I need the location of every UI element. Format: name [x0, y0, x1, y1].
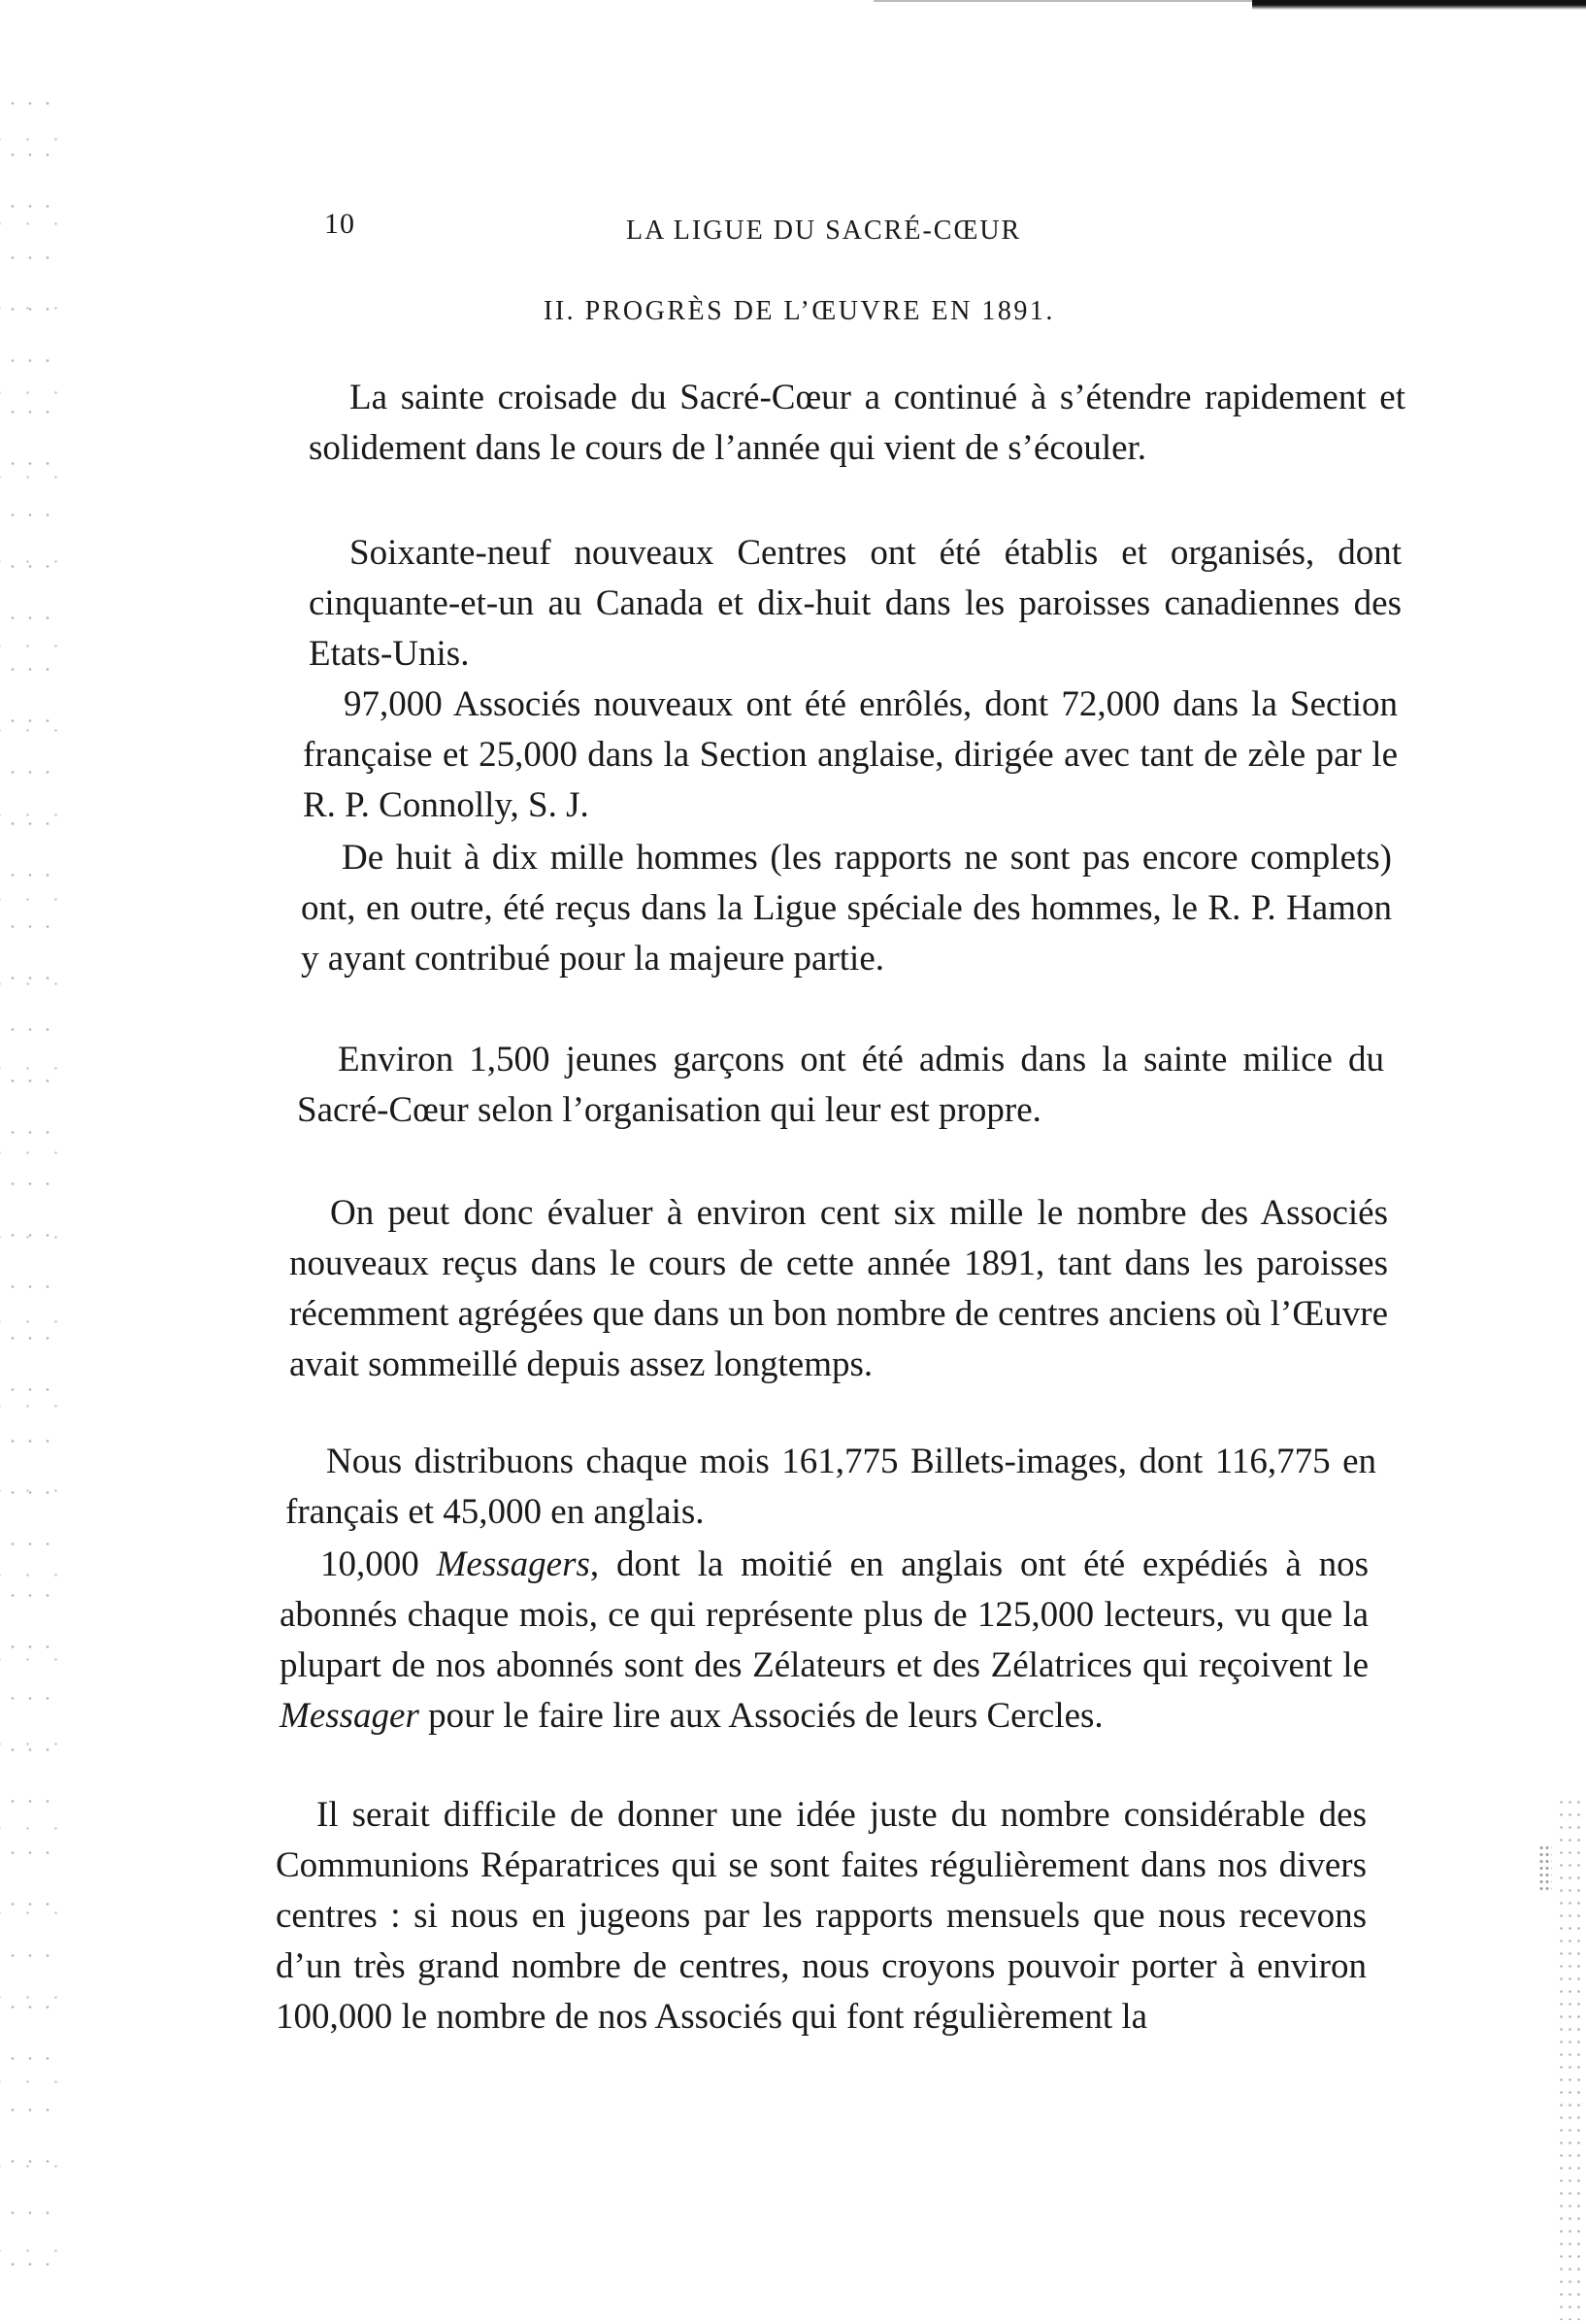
- paragraph-8-text-a: 10,000: [320, 1544, 437, 1584]
- paragraph-2: [309, 528, 1402, 680]
- messagers-title: Messagers: [436, 1544, 590, 1584]
- scan-margin-speckles-right: [1557, 1796, 1586, 2320]
- paragraph-5: [297, 1035, 1384, 1136]
- paragraph-1-text: La sainte croisade du Sacré-Cœur a continué à s’étendre rapidement et solidement dans le cours de l’année qui vient de s’écouler.: [309, 378, 1405, 468]
- scan-margin-speckles-left: [0, 78, 58, 2272]
- paragraph-5-text: Environ 1,500 jeunes garçons ont été admis dans la sainte milice du Sacré-Cœur selon l’organisation qui leur est propre.: [297, 1040, 1384, 1130]
- paragraph-4: [301, 833, 1392, 984]
- paragraph-7: [285, 1437, 1376, 1538]
- page-number: 10: [324, 208, 355, 240]
- paragraph-8: [280, 1540, 1369, 1742]
- scan-edge-rule: [1252, 0, 1586, 10]
- running-head: LA LIGUE DU SACRÉ-CŒUR: [626, 216, 1022, 246]
- paragraph-6-text: On peut donc évaluer à environ cent six mille le nombre des Associés nouveaux reçus dans le cours de cette année 1891, tant dans les paroisses récemment agrégées que dans un bon nombre de centres anciens où l’Œuvre avait sommeillé depuis assez longtemps.: [289, 1193, 1388, 1384]
- paragraph-1: [309, 373, 1405, 474]
- paragraph-6: [289, 1188, 1388, 1390]
- paragraph-3: [303, 680, 1398, 831]
- paragraph-8-text-b: , dont la moitié en anglais ont été expédiés à nos abonnés chaque mois, ce qui représente plus de 125,000 lecteurs, vu que la plupart de nos abonnés sont des Zélateurs et des Zélatrices qui reçoivent le: [280, 1544, 1370, 1685]
- scan-edge-line: [874, 0, 1252, 2]
- scan-margin-mark: [1538, 1844, 1552, 1893]
- paragraph-9-text: Il serait difficile de donner une idée juste du nombre considérable des Communions Réparatrices qui se sont faites régulièrement dans nos divers centres : si nous en jugeons par les rapports mensuels que nous recevons d’un très grand nombre de centres, nous croyons pouvoir porter à environ 100,000 le nombre de nos Associés qui font régulièrement la: [276, 1795, 1367, 2037]
- messager-title: Messager: [280, 1696, 419, 1736]
- section-title: II. PROGRÈS DE L’ŒUVRE EN 1891.: [544, 296, 1055, 326]
- paragraph-2-text: Soixante-neuf nouveaux Centres ont été établis et organisés, dont cinquante-et-un au Canada et dix-huit dans les paroisses canadiennes des Etats-Unis.: [309, 533, 1402, 674]
- paragraph-7-text: Nous distribuons chaque mois 161,775 Billets-images, dont 116,775 en français et 45,000 en anglais.: [285, 1442, 1376, 1532]
- paragraph-8-text-c: pour le faire lire aux Associés de leurs Cercles.: [418, 1696, 1104, 1736]
- paragraph-9: [276, 1790, 1367, 2042]
- paragraph-4-text: De huit à dix mille hommes (les rapports ne sont pas encore complets) ont, en outre, été reçus dans la Ligue spéciale des hommes, le R. P. Hamon y ayant contribué pour la majeure partie.: [301, 838, 1392, 979]
- paragraph-3-text: 97,000 Associés nouveaux ont été enrôlés, dont 72,000 dans la Section française et 25,000 dans la Section anglaise, dirigée avec tant de zèle par le R. P. Connolly, S. J.: [303, 684, 1398, 825]
